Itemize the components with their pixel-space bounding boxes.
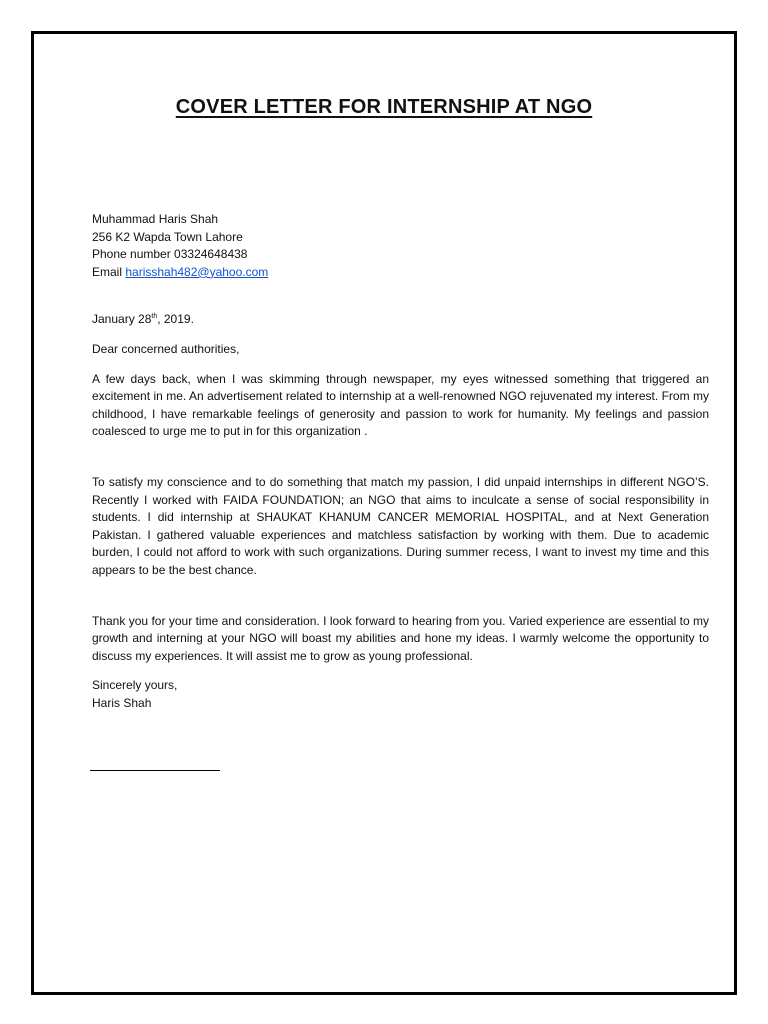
signature-name: Haris Shah: [92, 695, 152, 710]
signature-line: [90, 770, 220, 771]
sender-email-line: [92, 264, 709, 282]
paragraph-2: To satisfy my conscience and to do something that match my passion, I did unpaid internships in different NGO’S. Recently I worked with FAIDA FOUNDATION; an NGO that aims to inculcate a sense of social responsibility in students. I did internship at SHAUKAT KHANUM CANCER MEMORIAL HOSPITAL, and at Next Generation Pakistan. I gathered valuable experiences and matchless satisfaction by working with them. Due to academic burden, I could not afford to work with such organizations. During summer recess, I want to invest my time and this appears to be the best chance.: [92, 474, 709, 577]
sender-address: 256 K2 Wapda Town Lahore: [92, 229, 243, 244]
salutation: Dear concerned authorities,: [92, 341, 240, 356]
document-title: COVER LETTER FOR INTERNSHIP AT NGO: [175, 96, 593, 118]
sender-name: Muhammad Haris Shah: [92, 212, 219, 226]
paragraph-3: Thank you for your time and consideration. I look forward to hearing from you. Varied experience are essential to my growth and interning at your NGO will boast my abilities and hone my ideas. I warmly welcome the opportunity to discuss my experiences. It will assist me to grow as young professional.: [92, 613, 709, 663]
page-border: [31, 31, 737, 995]
letter-body: [92, 211, 709, 712]
email-link[interactable]: harisshah482@yahoo.com: [125, 264, 269, 279]
paragraph-1: A few days back, when I was skimming through newspaper, my eyes witnessed something that triggered an excitement in me. An advertisement related to internship at a well-renowned NGO rejuvenated my interest. From my childhood, I have remarkable feelings of generosity and passion to work for humanity. My feelings and passion coalesced to urge me to put in for this organization .: [92, 371, 709, 439]
sender-block: [92, 211, 709, 281]
email-label: Email: [92, 264, 126, 279]
letter-date: [92, 311, 709, 329]
date-month-day: January 28: [92, 312, 152, 327]
closing: Sincerely yours,: [92, 678, 178, 693]
date-suffix: th: [151, 313, 158, 321]
sender-phone: Phone number 03324648438: [92, 247, 248, 262]
date-year: , 2019.: [157, 312, 194, 327]
